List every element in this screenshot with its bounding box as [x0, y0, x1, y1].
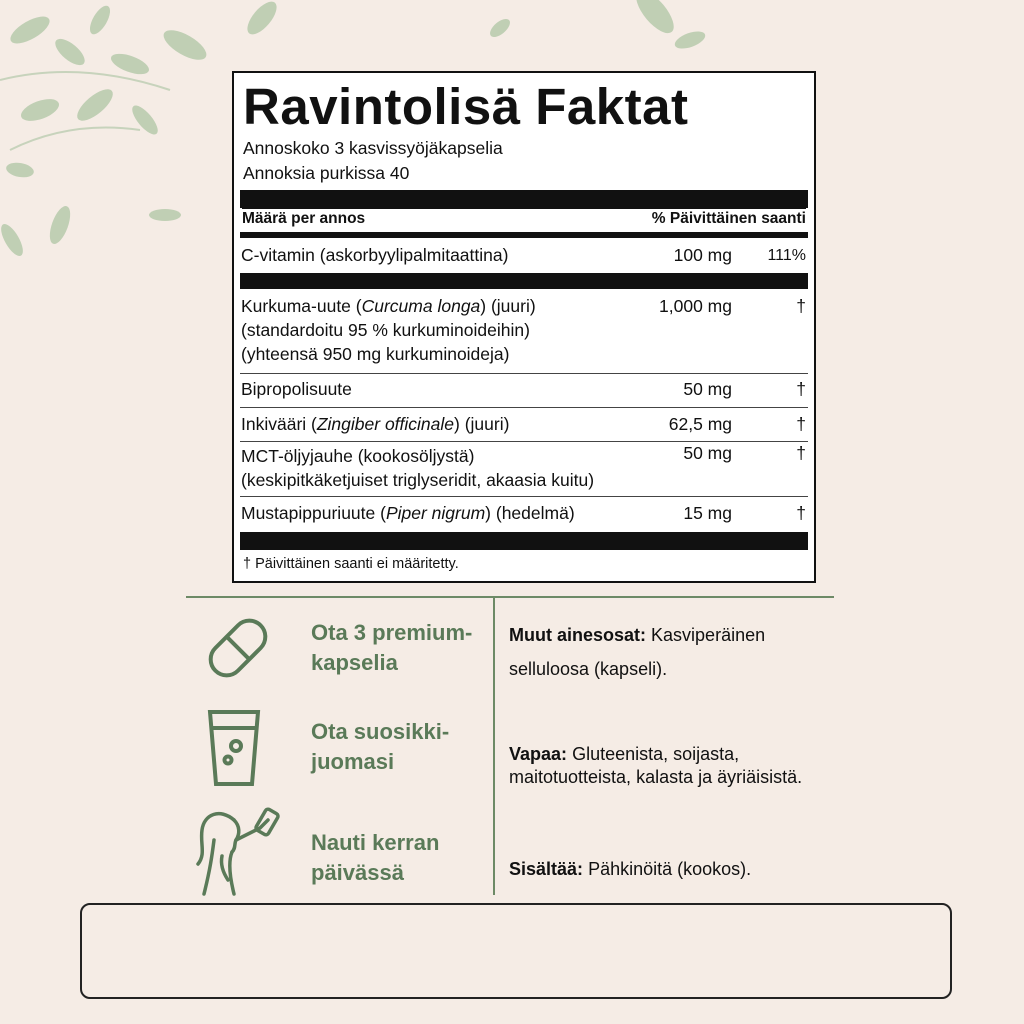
nutrient-row [240, 501, 808, 525]
name-line-3: (yhteensä 950 mg kurkuminoideja) [241, 344, 510, 364]
free-from-label: Vapaa: [509, 744, 568, 764]
nutrient-name [241, 412, 509, 436]
row-divider [240, 407, 808, 408]
other-ingredients [509, 618, 809, 686]
free-from-value: Gluteenista, soijasta, maitotuotteista, kalasta ja äyriäisistä. [509, 744, 803, 787]
nutrient-name [241, 294, 536, 366]
thick-divider [240, 273, 808, 289]
latin-name: Zingiber officinale [316, 414, 455, 434]
column-header-row [242, 207, 806, 231]
nutrient-amount: 50 mg [683, 443, 732, 463]
row-divider [240, 496, 808, 497]
nutrient-daily-value: † [796, 443, 806, 463]
section-divider [186, 596, 834, 598]
nutrient-daily-value: † [796, 414, 806, 434]
nutrient-row [240, 243, 808, 267]
nutrient-name: Bipropolisuute [241, 379, 352, 399]
person-drinking-icon [190, 800, 285, 896]
nutrient-amount: 62,5 mg [668, 414, 732, 434]
contains-label: Sisältää: [509, 859, 584, 879]
servings-per-container: Annoksia purkissa 40 [243, 163, 410, 183]
latin-name: Piper nigrum [385, 503, 486, 523]
nutrient-name [241, 444, 594, 492]
nutrient-row [240, 294, 808, 366]
nutrient-amount: 100 mg [673, 245, 732, 265]
footnote: † Päivittäinen saanti ei määritetty. [243, 556, 459, 572]
daily-value-header: % Päivittäinen saanti [651, 210, 806, 227]
name-line-1: MCT-öljyjauhe (kookosöljystä) [241, 446, 475, 466]
nutrient-row [240, 377, 808, 401]
capsule-icon [200, 612, 276, 684]
nutrient-name: C-vitamin (askorbyylipalmitaattina) [241, 245, 509, 265]
step-take-capsules: Ota 3 premium-kapselia [311, 620, 473, 675]
step-enjoy-daily: Nauti kerran päivässä [311, 830, 440, 885]
facts-title: Ravintolisä Faktat [243, 78, 689, 135]
name-part: Inkivääri ( [241, 414, 317, 434]
nutrient-name [241, 501, 575, 525]
serving-size: Annoskoko 3 kasvissyöjäkapselia [243, 138, 503, 158]
latin-name: Curcuma longa [361, 296, 481, 316]
nutrient-daily-value: † [796, 379, 806, 399]
nutrient-daily-value: † [796, 503, 806, 523]
glass-icon [204, 706, 264, 788]
step-take-drink: Ota suosikki-juomasi [311, 719, 450, 774]
nutrient-row [240, 412, 808, 436]
amount-per-serving-label: Määrä per annos [242, 210, 366, 227]
name-part: ) (juuri) [454, 414, 510, 434]
header-divider [240, 232, 808, 238]
nutrient-daily-value: † [796, 296, 806, 316]
nutrient-amount: 1,000 mg [659, 296, 732, 316]
other-ingredients-label: Muut ainesosat: [509, 625, 647, 645]
nutrient-amount: 15 mg [683, 503, 732, 523]
name-part: Kurkuma-uute ( [241, 296, 362, 316]
row-divider [240, 373, 808, 374]
column-divider [493, 597, 495, 895]
name-line-2: (keskipitkäketjuiset triglyseridit, akaasia kuitu) [241, 470, 595, 490]
other-ingredients-value: Kasviperäinen selluloosa (kapseli). [509, 625, 766, 679]
nutrient-row [240, 444, 808, 492]
name-part: ) (juuri) [480, 296, 536, 316]
thick-divider-bottom [240, 532, 808, 550]
thick-divider-top [240, 190, 808, 208]
name-part: ) (hedelmä) [485, 503, 575, 523]
notice-box [80, 903, 952, 999]
nutrient-amount: 50 mg [683, 379, 732, 399]
name-part: Mustapippuriuute ( [241, 503, 386, 523]
contains-value: Pähkinöitä (kookos). [588, 859, 752, 879]
contains [509, 858, 809, 881]
free-from [509, 743, 809, 789]
name-line-2: (standardoitu 95 % kurkuminoideihin) [241, 320, 530, 340]
nutrient-daily-value: 111% [767, 247, 806, 264]
